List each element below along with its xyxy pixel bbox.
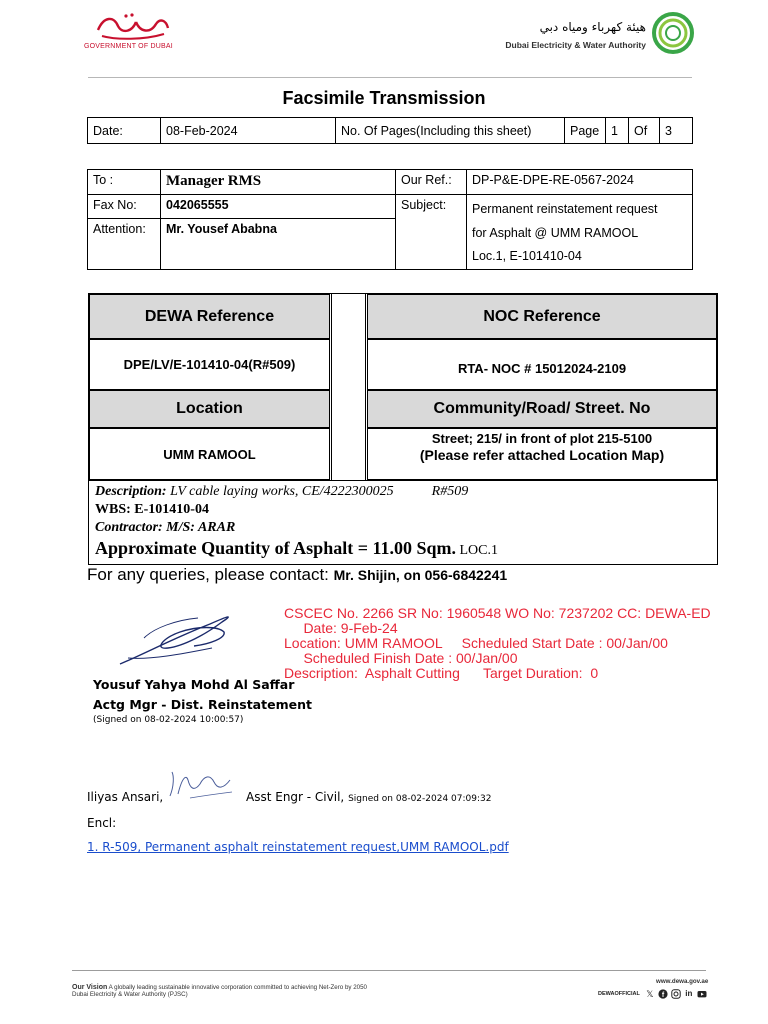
stamp-line-2: Date: 9-Feb-24 bbox=[284, 620, 398, 636]
to-label: To : bbox=[88, 170, 161, 195]
social-links bbox=[598, 989, 707, 999]
svg-text:f: f bbox=[661, 992, 665, 999]
attachment-link[interactable]: 1. R-509, Permanent asphalt reinstatement request,UMM RAMOOL.pdf bbox=[87, 840, 509, 854]
second-signatory-title bbox=[246, 790, 491, 804]
signatory-name: Yousuf Yahya Mohd Al Saffar bbox=[93, 677, 295, 692]
signatory-title: Actg Mgr - Dist. Reinstatement bbox=[93, 697, 312, 712]
facebook-icon[interactable] bbox=[658, 989, 668, 999]
website-link[interactable]: www.dewa.gov.ae bbox=[656, 978, 709, 985]
linkedin-icon[interactable]: in bbox=[685, 989, 693, 998]
quantity-location: LOC.1 bbox=[455, 543, 498, 558]
second-signed-on: Signed on 08-02-2024 07:09:32 bbox=[348, 794, 492, 804]
stamp-line-4: Scheduled Finish Date : 00/Jan/00 bbox=[284, 650, 518, 666]
noc-reference-heading: NOC Reference bbox=[367, 294, 717, 339]
vision-statement bbox=[72, 984, 367, 998]
fax-value: 042065555 bbox=[161, 195, 396, 219]
fax-label: Fax No: bbox=[88, 195, 161, 219]
subject-label: Subject: bbox=[396, 195, 467, 270]
vision-text: A globally leading sustainable innovative corporation committed to achieving Net-Zero by 2050 bbox=[107, 984, 367, 991]
total-pages: 3 bbox=[660, 118, 693, 144]
company-name: Dubai Electricity & Water Authority (PJSC) bbox=[72, 991, 188, 998]
description-ref: R#509 bbox=[431, 484, 469, 499]
description-value: LV cable laying works, CE/4222300025 bbox=[166, 484, 394, 499]
page-label: Page bbox=[565, 118, 606, 144]
second-signature-image bbox=[160, 766, 244, 806]
pages-label: No. Of Pages(Including this sheet) bbox=[336, 118, 565, 144]
gov-logo-english: GOVERNMENT OF DUBAI bbox=[84, 43, 173, 50]
contact-line bbox=[87, 565, 507, 585]
dewa-logo bbox=[500, 12, 694, 58]
stamp-line-5: Description: Asphalt Cutting Target Duration: 0 bbox=[284, 665, 599, 681]
attention-label: Attention: bbox=[88, 219, 161, 269]
subject-line-1: Permanent reinstatement request bbox=[472, 202, 658, 216]
subject-line-2: for Asphalt @ UMM RAMOOL bbox=[472, 225, 639, 240]
contact-person: Mr. Shijin, on 056-6842241 bbox=[333, 567, 508, 583]
community-value bbox=[367, 428, 717, 480]
youtube-icon[interactable] bbox=[697, 989, 707, 999]
second-title-text: Asst Engr - Civil, bbox=[246, 790, 345, 804]
signed-on-timestamp: (Signed on 08-02-2024 10:00:57) bbox=[93, 715, 244, 725]
work-order-stamp bbox=[284, 606, 711, 681]
government-of-dubai-logo bbox=[84, 10, 180, 56]
contact-prefix: For any queries, please contact: bbox=[87, 565, 334, 584]
description-divider bbox=[89, 480, 717, 481]
stamp-line-1: CSCEC No. 2266 SR No: 1960548 WO No: 7237202 CC: DEWA-ED bbox=[284, 605, 711, 621]
location-heading: Location bbox=[89, 390, 330, 428]
subject-value bbox=[467, 195, 693, 270]
date-label: Date: bbox=[88, 118, 161, 144]
dewa-reference-value: DPE/LV/E-101410-04(R#509) bbox=[89, 339, 330, 390]
contractor-text: Contractor: M/S: ARAR bbox=[95, 520, 236, 535]
header-divider bbox=[88, 77, 692, 78]
community-heading: Community/Road/ Street. No bbox=[367, 390, 717, 428]
quantity-text: Approximate Quantity of Asphalt = 11.00 Sqm. bbox=[95, 538, 456, 558]
signatory-block bbox=[93, 675, 312, 715]
footer-divider bbox=[72, 970, 706, 971]
signature-image bbox=[114, 608, 236, 670]
page-title: Facsimile Transmission bbox=[282, 88, 486, 108]
enclosure-label: Encl: bbox=[87, 816, 117, 830]
x-icon[interactable]: 𝕏 bbox=[646, 989, 654, 999]
description-label: Description: bbox=[95, 484, 167, 499]
vision-label: Our Vision bbox=[72, 984, 108, 991]
wbs-text: WBS: E-101410-04 bbox=[95, 502, 209, 517]
dewa-emblem-icon bbox=[652, 12, 694, 54]
our-ref-label: Our Ref.: bbox=[396, 170, 467, 195]
dewa-logo-arabic: هيئة كهرباء ومياه دبي bbox=[539, 20, 646, 34]
column-gap bbox=[331, 294, 366, 480]
summary-table bbox=[87, 117, 693, 144]
dewa-reference-heading: DEWA Reference bbox=[89, 294, 330, 339]
subject-line-3: Loc.1, E-101410-04 bbox=[472, 249, 582, 263]
street-line-1: Street; 215/ in front of plot 215-5100 bbox=[431, 431, 653, 446]
to-value: Manager RMS bbox=[161, 170, 396, 195]
dewa-logo-english: Dubai Electricity & Water Authority bbox=[505, 40, 646, 50]
street-line-2: (Please refer attached Location Map) bbox=[419, 447, 665, 463]
description-block bbox=[95, 483, 468, 537]
recipient-table bbox=[87, 169, 693, 270]
location-value: UMM RAMOOL bbox=[89, 428, 330, 480]
social-handle: DEWAOFFICIAL bbox=[598, 991, 640, 997]
stamp-line-3: Location: UMM RAMOOL Scheduled Start Date : 00/Jan/00 bbox=[284, 635, 668, 651]
date-value: 08-Feb-2024 bbox=[161, 118, 336, 144]
noc-reference-value: RTA- NOC # 15012024-2109 bbox=[367, 339, 717, 390]
second-signatory-name: Iliyas Ansari, bbox=[87, 790, 164, 804]
of-label: Of bbox=[629, 118, 660, 144]
page-number: 1 bbox=[606, 118, 629, 144]
attention-value: Mr. Yousef Ababna bbox=[161, 219, 396, 269]
gov-dubai-calligraphy-icon bbox=[92, 10, 172, 42]
our-ref-value: DP-P&E-DPE-RE-0567-2024 bbox=[467, 170, 693, 195]
instagram-icon[interactable] bbox=[671, 989, 681, 999]
asphalt-quantity bbox=[95, 538, 498, 559]
